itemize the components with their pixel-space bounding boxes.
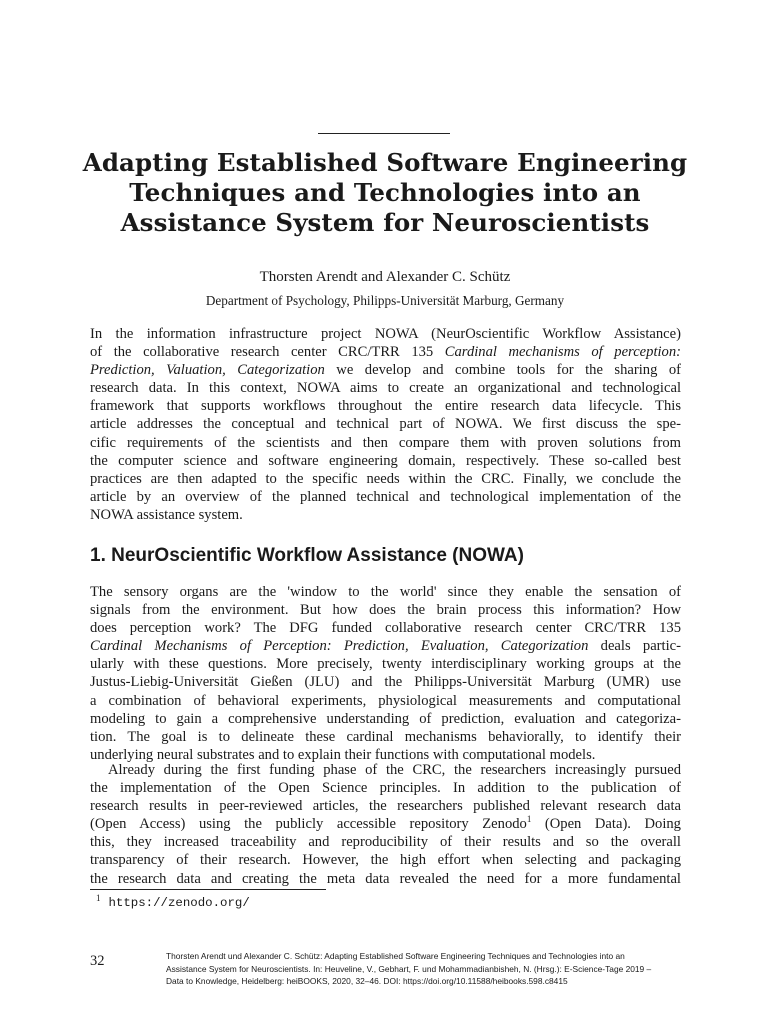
paragraph-line: does perception work? The DFG funded collaborative research center CRC/TRR 135 [90,620,681,637]
title-line: Assistance System for Neuroscientists [120,208,650,237]
page-number: 32 [90,953,105,969]
paragraph-line: signals from the environment. But how does the brain process this information? How [90,602,681,619]
abstract-line: Prediction, Valuation, Categorization we develop and combine tools for the sharing of [90,362,681,379]
paragraph-line: the implementation of the Open Science principles. In addition to the publication of [90,780,681,797]
title-line: Adapting Established Software Engineering [82,148,688,177]
paragraph-line: modeling to gain a comprehensive understanding of prediction, evaluation and categoriza- [90,710,681,727]
abstract-line: article addresses the conceptual and technical part of NOWA. We first discuss the spe- [90,416,681,433]
citation-line: Assistance System for Neuroscientists. In: Heuveline, V., Gebhart, F. und Mohammadianbisheh, N. (Hrsg.): E-Science-Tage 2019 – [166,963,652,974]
paragraph-line: Already during the first funding phase of the CRC, the researchers increasingly pursued [108,762,681,778]
abstract-line: practices are then adapted to the specific needs within the CRC. Finally, we conclude the [90,470,681,487]
abstract [90,325,681,524]
paragraph-line: Justus-Liebig-Universität Gießen (JLU) and the Philipps-Universität Marburg (UMR) use [90,674,681,691]
body-paragraph-1 [90,583,681,764]
paragraph-line: this, they increased traceability and reproducibility of their results and so the overall [90,834,681,851]
citation-line: Data to Knowledge, Heidelberg: heiBOOKS, 2020, 32–46. DOI: https://doi.org/10.11588/heibooks.598.c8415 [166,976,568,987]
footnote-link[interactable]: https://zenodo.org/ [108,896,250,911]
paragraph-line: a combination of behavioral experiments, physiological measurements and computational [90,692,681,709]
abstract-line: article by an overview of the planned technical and technological implementation of the [90,488,681,505]
footnote-number: 1 [96,893,101,903]
paragraph-line: transparency of their research. However, the high effort when selecting and packaging [90,852,681,869]
authors: Thorsten Arendt and Alexander C. Schütz [259,269,511,285]
abstract-line: cific requirements of the scientists and then compare them with proven solutions from [90,434,681,451]
paragraph-line: tion. The goal is to delineate these cardinal mechanisms behaviorally, to identify their [90,728,681,745]
paragraph-line: underlying neural substrates and to explain their functions with computational models. [90,746,596,763]
paragraph-line: ularly with these questions. More precisely, twenty interdisciplinary working groups at the [90,656,681,673]
abstract-line: framework that supports workflows throughout the entire research data lifecycle. This [90,398,681,415]
footnote-marker[interactable]: 1 [526,814,532,825]
body-paragraph-2 [90,761,681,888]
paragraph-line: the research data and creating the meta data revealed the need for a more fundamental [90,870,681,887]
paper-title [60,148,710,238]
abstract-line: NOWA assistance system. [90,506,243,523]
abstract-line: the computer science and software engineering domain, respectively. These so-called best [90,452,681,469]
paragraph-line: research results in peer-reviewed articles, the researchers published relevant research data [90,798,681,815]
section-heading: 1. NeurOscientific Workflow Assistance (NOWA) [90,545,524,566]
citation-line: Thorsten Arendt und Alexander C. Schütz: Adapting Established Software Engineering Techniques and Technologies into an [166,951,625,961]
affiliation: Department of Psychology, Philipps-Universität Marburg, Germany [205,293,565,308]
footnote-rule [90,889,326,890]
abstract-line: In the information infrastructure project NOWA (NeurOscientific Workflow Assistance) [90,326,681,342]
abstract-line: of the collaborative research center CRC/TRR 135 Cardinal mechanisms of perception: [90,344,682,361]
footnote [96,893,250,910]
citation-footer [166,950,686,988]
paragraph-line: (Open Access) using the publicly accessible repository Zenodo$^1$ (Open Data). Doing [90,814,681,833]
title-separator-rule [318,133,450,134]
paragraph-line: Cardinal Mechanisms of Perception: Prediction, Evaluation, Categorization deals partic- [90,638,681,655]
title-line: Techniques and Technologies into an [129,178,641,207]
paragraph-line: The sensory organs are the 'window to the world' since they enable the sensation of [90,584,681,600]
abstract-line: research data. In this context, NOWA aims to create an organizational and technological [90,380,681,397]
